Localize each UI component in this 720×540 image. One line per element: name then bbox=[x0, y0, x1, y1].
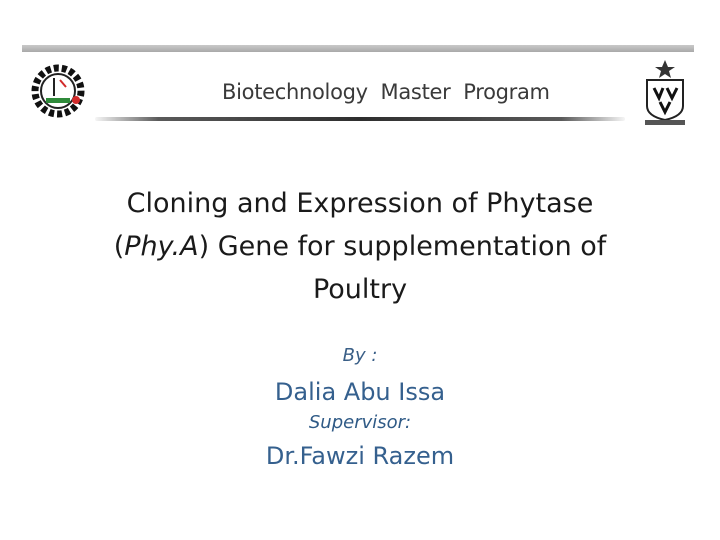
supervisor-name: Dr.Fawzi Razem bbox=[265, 442, 455, 470]
title-line-1: Cloning and Expression of Phytase bbox=[126, 188, 594, 219]
title-open-paren: ( bbox=[113, 231, 125, 262]
title-line-2-rest: ) Gene for supplementation of bbox=[198, 231, 607, 262]
university-gear-logo-icon bbox=[30, 60, 86, 122]
title-line-2 bbox=[60, 225, 660, 268]
gene-name: Phy.A bbox=[124, 231, 199, 262]
header-top-rule bbox=[22, 45, 694, 52]
by-label: By : bbox=[342, 345, 378, 366]
presentation-title bbox=[60, 182, 660, 311]
supervisor-label: Supervisor: bbox=[308, 412, 412, 433]
author-name: Dalia Abu Issa bbox=[274, 378, 446, 406]
title-line-3: Poultry bbox=[312, 274, 408, 305]
header-divider bbox=[95, 117, 625, 121]
crest-emblem-icon bbox=[643, 58, 687, 126]
program-title: Biotechnology Master Program bbox=[222, 80, 550, 104]
